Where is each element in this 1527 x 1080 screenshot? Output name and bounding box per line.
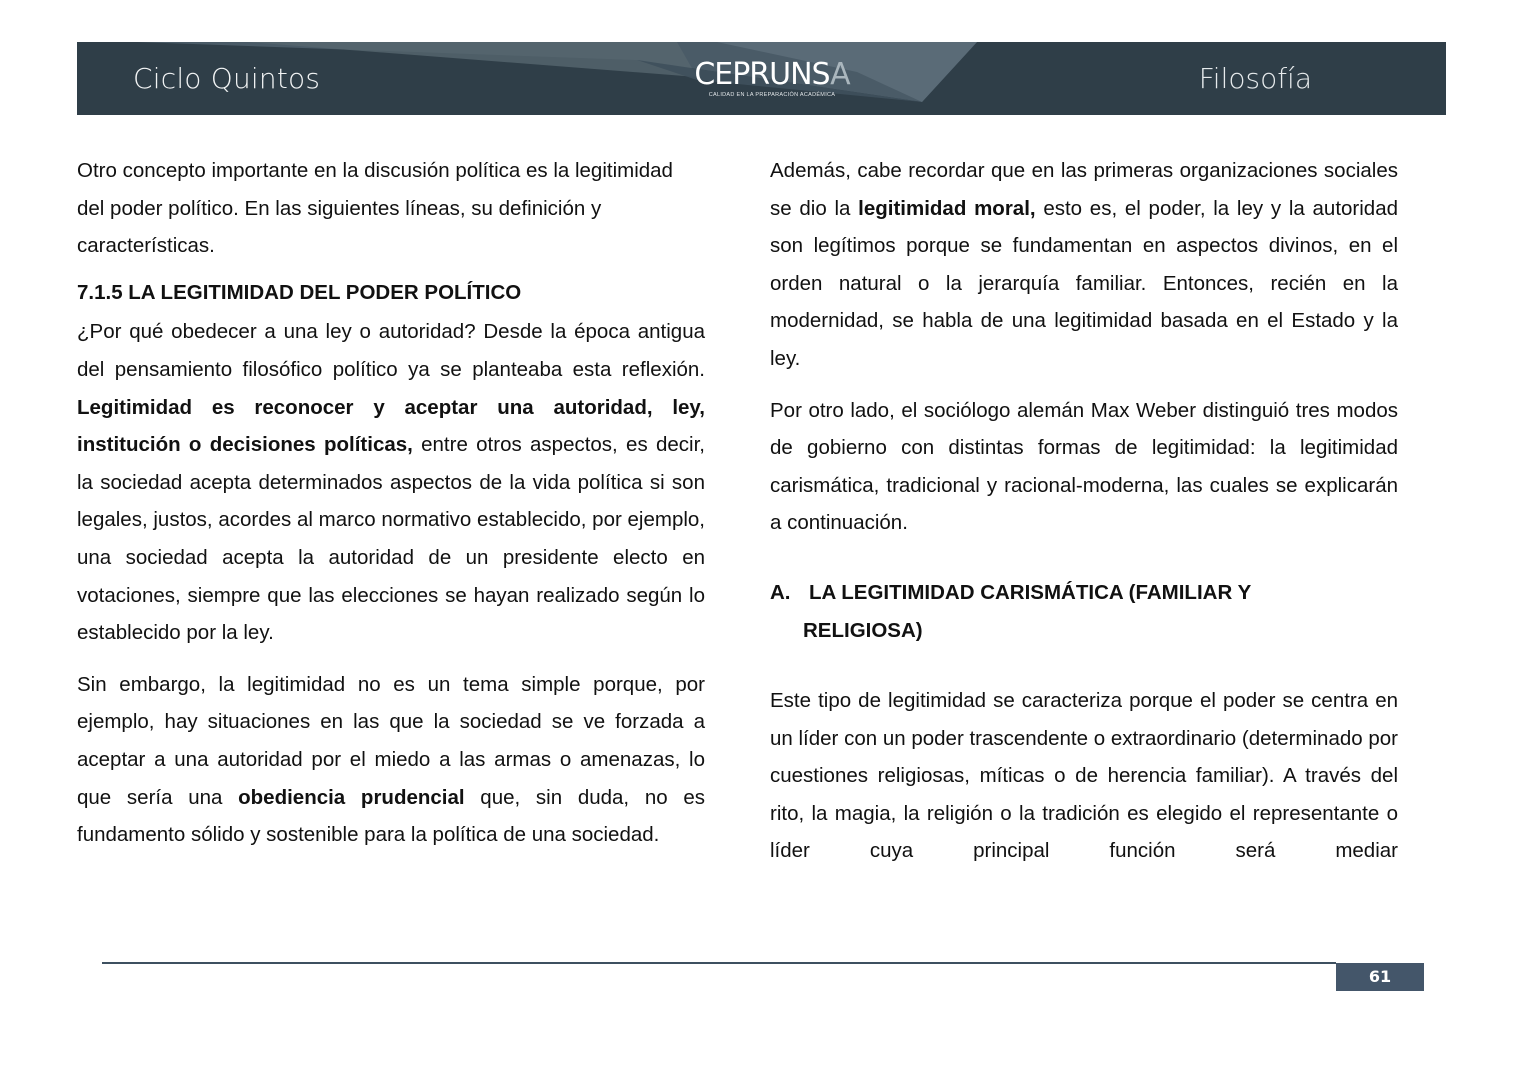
subsection-title-line1: LA LEGITIMIDAD CARISMÁTICA (FAMILIAR Y bbox=[809, 580, 1252, 604]
weber-paragraph: Por otro lado, el sociólogo alemán Max Weber distinguió tres modos de gobierno con distintas formas de legitimidad: la legitimidad carismática, tradicional y racional-moderna, las cuales se explicarán a continuación. bbox=[770, 398, 1398, 535]
paragraph-tail-text: entre otros aspectos, es decir, la sociedad acepta determinados aspectos de la vida política si son legales, justos, acordes al marco normativo establecido, por ejemplo, una sociedad acepta la autoridad de un presidente electo en votaciones, siempre que las elecciones se hayan realizado según lo establecido por la ley. bbox=[77, 433, 705, 645]
paragraph-tail-text: esto es, el poder, la ley y la autoridad son legítimos porque se fundamentan en aspectos divinos, en el orden natural o la jerarquía familiar. Entonces, recién en la modernidad, se habla de una legitimidad basada en el Estado y la ley. bbox=[770, 196, 1398, 370]
page-number-badge: 61 bbox=[1336, 963, 1424, 991]
definition-bold-text: Legitimidad es reconocer y aceptar una autoridad, ley, institución o decisiones políticas, bbox=[77, 395, 705, 457]
course-cycle-title: Ciclo Quintos bbox=[133, 62, 321, 95]
moral-legitimacy-paragraph bbox=[770, 152, 1398, 378]
ceprunsa-logo bbox=[687, 57, 857, 98]
paragraph-tail-text: que, sin duda, no es fundamento sólido y sostenible para la política de una sociedad. bbox=[77, 785, 705, 847]
logo-wordmark-accent: A bbox=[830, 57, 850, 92]
paragraph-lead-text: Además, cabe recordar que en las primeras organizaciones sociales se dio la bbox=[770, 159, 1398, 220]
right-column bbox=[770, 152, 1398, 870]
subsection-title-line2: RELIGIOSA) bbox=[803, 618, 923, 642]
intro-paragraph: Otro concepto importante en la discusión política es la legitimidad del poder político. En las siguientes líneas, su definición y características. bbox=[77, 159, 673, 258]
charismatic-legitimacy-paragraph: Este tipo de legitimidad se caracteriza porque el poder se centra en un líder con un poder trascendente o extraordinario (determinado por cuestiones religiosas, míticas o de herencia familiar). A través del rito, la magia, la religión o la tradición es elegido el representante o líder cuya principal función será mediar bbox=[770, 688, 1398, 863]
left-column bbox=[77, 152, 705, 854]
logo-wordmark bbox=[687, 57, 857, 92]
legitimacy-definition-paragraph bbox=[77, 313, 705, 651]
paragraph-lead-text: ¿Por qué obedecer a una ley o autoridad? Desde la época antigua del pensamiento filosófico político ya se planteaba esta reflexión. bbox=[77, 320, 705, 381]
subsection-heading bbox=[770, 574, 1398, 650]
subsection-letter: A. bbox=[770, 580, 791, 604]
prudential-obedience-bold-text: obediencia prudencial bbox=[238, 785, 465, 809]
moral-legitimacy-bold-text: legitimidad moral, bbox=[858, 196, 1036, 220]
subject-title: Filosofía bbox=[1198, 62, 1312, 95]
footer-divider bbox=[102, 962, 1336, 964]
logo-tagline: CALIDAD EN LA PREPARACIÓN ACADÉMICA bbox=[708, 92, 836, 98]
logo-wordmark-main: CEPRUNS bbox=[694, 57, 831, 92]
page-header-band bbox=[77, 42, 1446, 115]
paragraph-lead-text: Sin embargo, la legitimidad no es un tema simple porque, por ejemplo, hay situaciones en las que la sociedad se ve forzada a aceptar a una autoridad por el miedo a las armas o amenazas, lo que sería una bbox=[77, 672, 705, 809]
section-heading: 7.1.5 LA LEGITIMIDAD DEL PODER POLÍTICO bbox=[77, 280, 522, 304]
prudential-obedience-paragraph bbox=[77, 666, 705, 854]
